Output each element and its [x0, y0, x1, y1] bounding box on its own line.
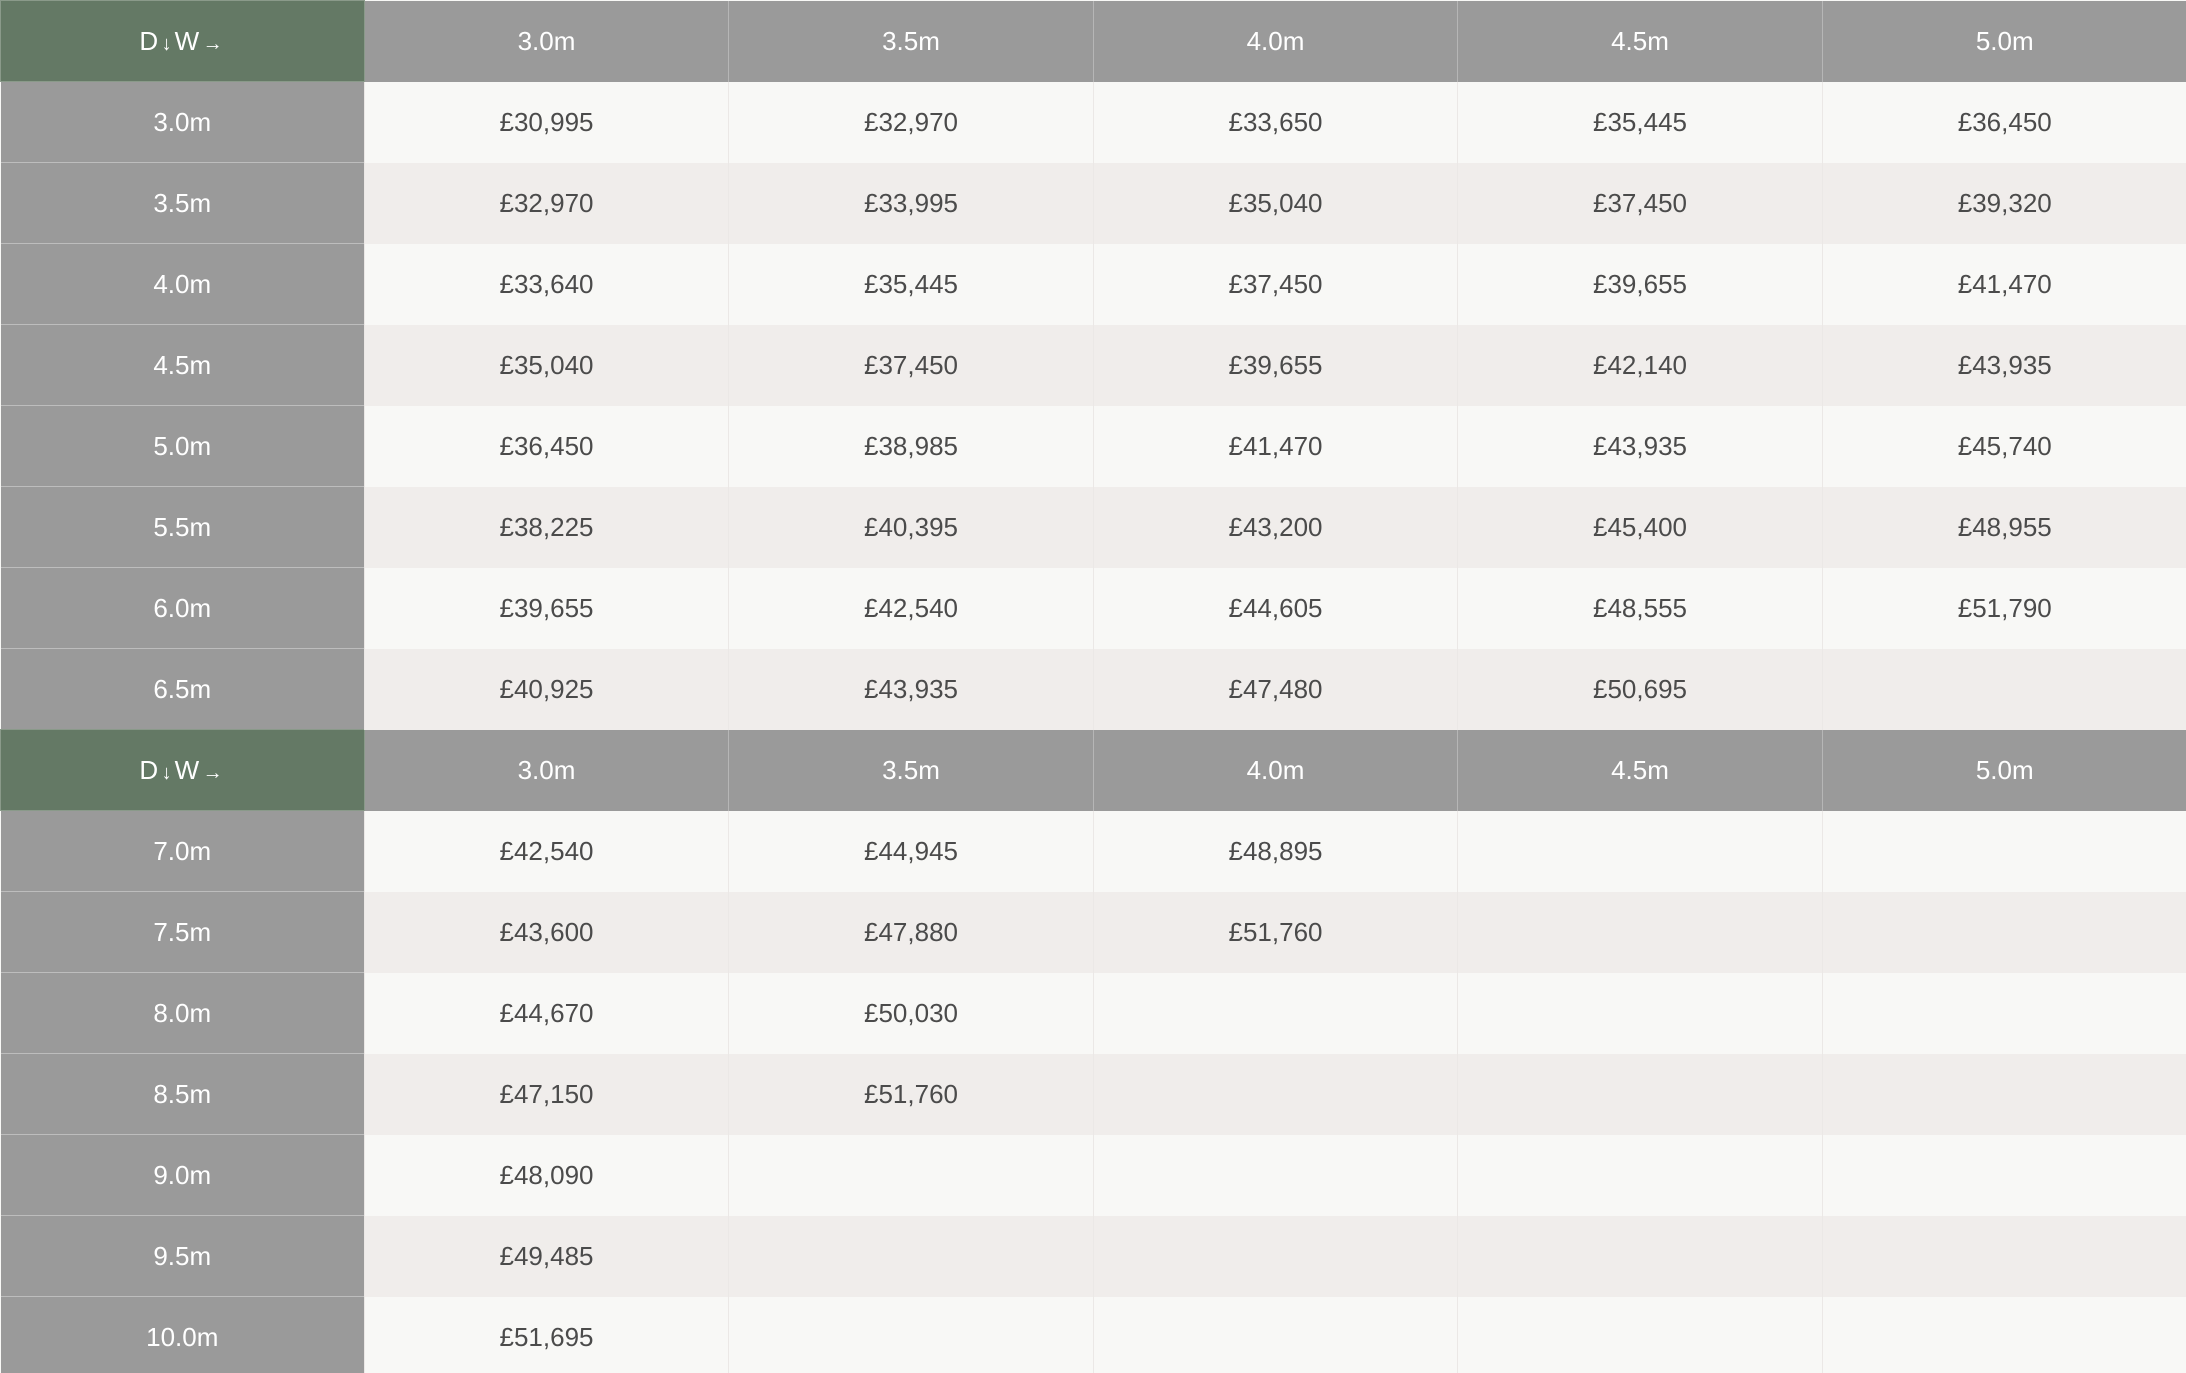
price-cell: £45,400: [1458, 487, 1823, 568]
price-cell: £43,935: [1458, 406, 1823, 487]
price-cell: £43,935: [1823, 325, 2186, 406]
price-cell: £35,445: [729, 244, 1094, 325]
depth-label: 7.5m: [1, 892, 365, 973]
corner-depth-letter: D: [139, 754, 159, 785]
price-cell: [1823, 1297, 2186, 1373]
price-cell: £33,650: [1094, 82, 1458, 163]
width-header: 4.5m: [1458, 1, 1823, 82]
price-cell: £48,090: [365, 1135, 729, 1216]
table-row: [1, 325, 2186, 406]
price-cell: £43,200: [1094, 487, 1458, 568]
price-cell: £51,790: [1823, 568, 2186, 649]
table-row: [1, 1135, 2186, 1216]
depth-label: 3.5m: [1, 163, 365, 244]
price-cell: £35,040: [365, 325, 729, 406]
price-cell: [1823, 1216, 2186, 1297]
header-row: [1, 1, 2186, 82]
width-header: 3.0m: [365, 1, 729, 82]
table-row: [1, 406, 2186, 487]
table-row: [1, 892, 2186, 973]
price-cell: £37,450: [1458, 163, 1823, 244]
price-cell: £47,480: [1094, 649, 1458, 730]
depth-label: 7.0m: [1, 811, 365, 892]
price-cell: £49,485: [365, 1216, 729, 1297]
price-cell: £48,895: [1094, 811, 1458, 892]
header-row: [1, 730, 2186, 811]
price-cell: £48,955: [1823, 487, 2186, 568]
width-header: 3.0m: [365, 730, 729, 811]
table-row: [1, 82, 2186, 163]
price-cell: £35,445: [1458, 82, 1823, 163]
corner-header: [1, 730, 365, 811]
price-cell: £41,470: [1094, 406, 1458, 487]
price-cell: £39,320: [1823, 163, 2186, 244]
table-row: [1, 973, 2186, 1054]
table-row: [1, 1297, 2186, 1373]
price-cell: £43,600: [365, 892, 729, 973]
corner-depth-arrow-icon: ↓: [161, 761, 172, 784]
price-cell: £30,995: [365, 82, 729, 163]
price-cell: £37,450: [729, 325, 1094, 406]
price-cell: £38,985: [729, 406, 1094, 487]
price-cell: [1458, 1054, 1823, 1135]
depth-label: 4.0m: [1, 244, 365, 325]
price-cell: £44,605: [1094, 568, 1458, 649]
price-cell: [1823, 649, 2186, 730]
depth-label: 10.0m: [1, 1297, 365, 1373]
price-cell: £50,030: [729, 973, 1094, 1054]
price-cell: £42,540: [365, 811, 729, 892]
price-cell: [729, 1135, 1094, 1216]
price-cell: £33,995: [729, 163, 1094, 244]
price-cell: £48,555: [1458, 568, 1823, 649]
price-cell: £39,655: [1094, 325, 1458, 406]
depth-label: 9.0m: [1, 1135, 365, 1216]
price-cell: [1094, 1297, 1458, 1373]
price-cell: [1458, 811, 1823, 892]
depth-label: 5.0m: [1, 406, 365, 487]
price-cell: £40,395: [729, 487, 1094, 568]
width-header: 4.0m: [1094, 1, 1458, 82]
table-row: [1, 1054, 2186, 1135]
depth-label: 9.5m: [1, 1216, 365, 1297]
price-cell: £39,655: [365, 568, 729, 649]
depth-label: 6.0m: [1, 568, 365, 649]
price-cell: [1094, 1135, 1458, 1216]
price-cell: [1458, 1216, 1823, 1297]
price-cell: [1094, 1054, 1458, 1135]
table-row: [1, 811, 2186, 892]
width-header: 5.0m: [1823, 730, 2186, 811]
corner-width-arrow-icon: →: [202, 761, 223, 784]
price-cell: [1458, 1135, 1823, 1216]
depth-label: 6.5m: [1, 649, 365, 730]
table-row: [1, 244, 2186, 325]
price-cell: £39,655: [1458, 244, 1823, 325]
corner-width-arrow-icon: →: [202, 32, 223, 55]
price-cell: £51,695: [365, 1297, 729, 1373]
table-row: [1, 568, 2186, 649]
price-cell: £42,140: [1458, 325, 1823, 406]
price-cell: [729, 1216, 1094, 1297]
price-cell: £38,225: [365, 487, 729, 568]
price-cell: £36,450: [365, 406, 729, 487]
price-cell: [729, 1297, 1094, 1373]
depth-label: 3.0m: [1, 82, 365, 163]
price-cell: £51,760: [729, 1054, 1094, 1135]
corner-header: [1, 1, 365, 82]
price-cell: [1823, 811, 2186, 892]
width-header: 3.5m: [729, 730, 1094, 811]
price-cell: [1458, 892, 1823, 973]
table-row: [1, 487, 2186, 568]
price-cell: [1823, 892, 2186, 973]
price-cell: £50,695: [1458, 649, 1823, 730]
price-cell: £33,640: [365, 244, 729, 325]
corner-width-letter: W: [174, 25, 200, 56]
price-cell: £44,945: [729, 811, 1094, 892]
width-header: 3.5m: [729, 1, 1094, 82]
table-row: [1, 649, 2186, 730]
table-row: [1, 1216, 2186, 1297]
corner-depth-arrow-icon: ↓: [161, 32, 172, 55]
corner-width-letter: W: [174, 754, 200, 785]
price-cell: £36,450: [1823, 82, 2186, 163]
price-cell: [1094, 1216, 1458, 1297]
price-cell: [1094, 973, 1458, 1054]
table-row: [1, 163, 2186, 244]
width-header: 5.0m: [1823, 1, 2186, 82]
price-cell: [1458, 1297, 1823, 1373]
price-cell: £47,150: [365, 1054, 729, 1135]
depth-label: 8.5m: [1, 1054, 365, 1135]
price-cell: £44,670: [365, 973, 729, 1054]
price-cell: [1458, 973, 1823, 1054]
price-cell: £40,925: [365, 649, 729, 730]
price-cell: £32,970: [729, 82, 1094, 163]
price-cell: £32,970: [365, 163, 729, 244]
price-cell: £42,540: [729, 568, 1094, 649]
depth-label: 5.5m: [1, 487, 365, 568]
price-cell: £43,935: [729, 649, 1094, 730]
price-cell: £37,450: [1094, 244, 1458, 325]
width-header: 4.5m: [1458, 730, 1823, 811]
depth-label: 8.0m: [1, 973, 365, 1054]
depth-label: 4.5m: [1, 325, 365, 406]
price-cell: £41,470: [1823, 244, 2186, 325]
price-cell: £51,760: [1094, 892, 1458, 973]
price-table-body: [1, 1, 2186, 1373]
price-cell: [1823, 1135, 2186, 1216]
price-cell: [1823, 1054, 2186, 1135]
width-header: 4.0m: [1094, 730, 1458, 811]
price-cell: £35,040: [1094, 163, 1458, 244]
price-cell: £45,740: [1823, 406, 2186, 487]
price-cell: £47,880: [729, 892, 1094, 973]
corner-depth-letter: D: [139, 25, 159, 56]
price-cell: [1823, 973, 2186, 1054]
